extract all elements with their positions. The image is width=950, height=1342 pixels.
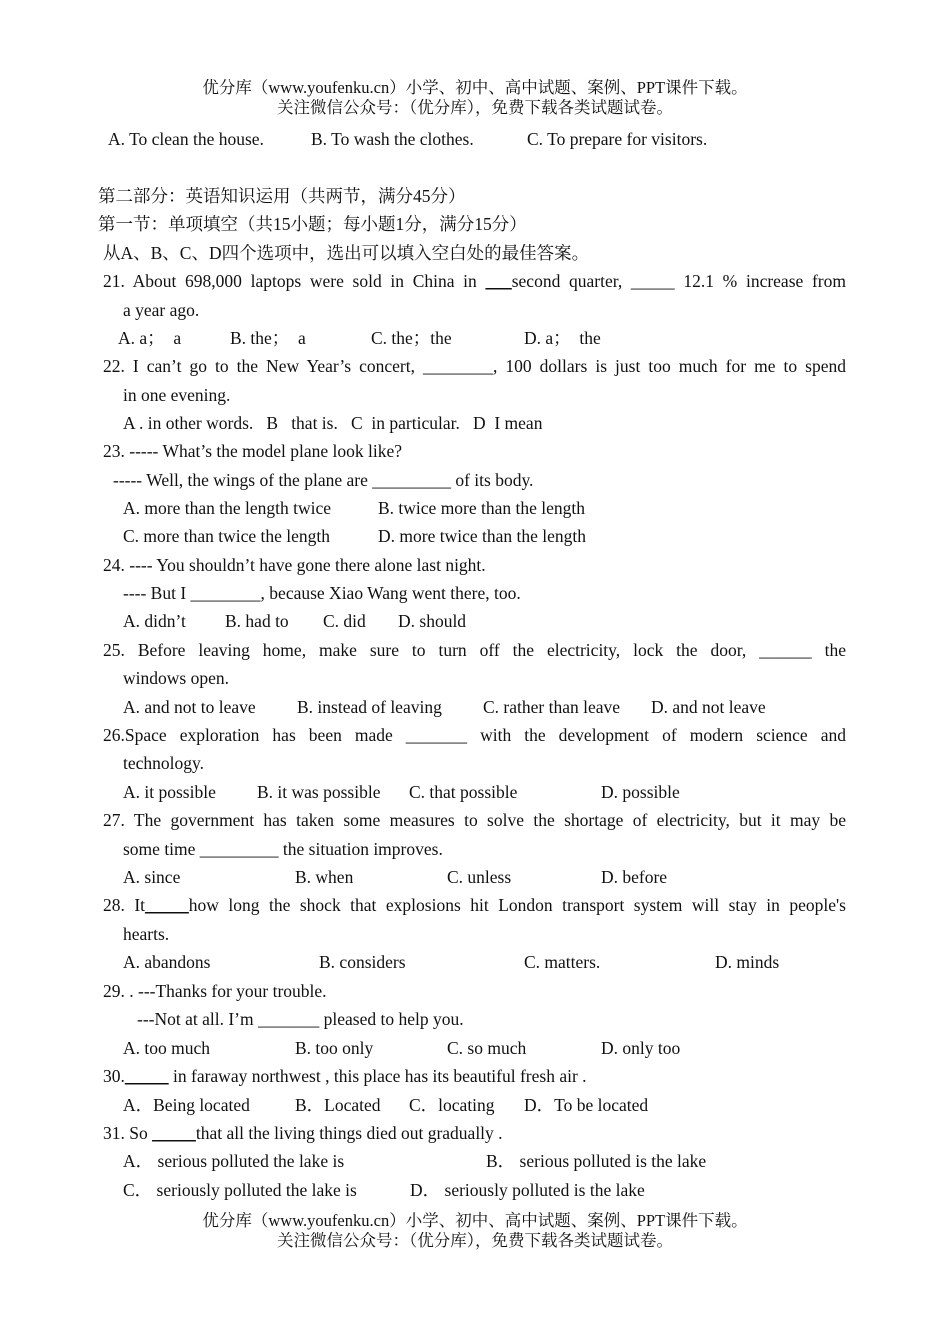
instruction: 从A、B、C、D四个选项中，选出可以填入空白处的最佳答案。 [103,243,590,263]
q24-line-1: 24. ---- You shouldn’t have gone there alone last night. [103,555,486,575]
q23-line-2: ----- Well, the wings of the plane are _________ of its body. [113,470,534,490]
q25-option-c: C. rather than leave [483,697,621,717]
q28-option-d: D. minds [715,952,780,972]
q30-option-b: B．Located [295,1095,381,1115]
q22-line-2: in one evening. [123,385,231,405]
prev-option-b: B. To wash the clothes. [311,129,474,149]
q27-line-2: some time _________ the situation improves. [123,839,443,859]
q24-option-c: C. did [323,611,366,631]
q27-option-a: A. since [123,867,181,887]
prev-option-a: A. To clean the house. [108,129,264,149]
q24-option-b: B. had to [225,611,289,631]
q27-option-b: B. when [295,867,354,887]
q25-option-a: A. and not to leave [123,697,256,717]
q30-option-a: A．Being located [123,1095,250,1115]
q28-option-a: A. abandons [123,952,211,972]
q23-line-1: 23. ----- What’s the model plane look like? [103,441,403,461]
q29-option-c: C. so much [447,1038,527,1058]
q26-line-2: technology. [123,753,204,773]
q31-option-d: D． seriously polluted is the lake [410,1180,645,1200]
q21-line-1: 21. About 698,000 laptops were sold in China in ___second quarter, _____ 12.1 % increase from [103,271,846,291]
q24-option-d: D. should [398,611,467,631]
q21-option-d: D. a； the [524,328,601,348]
q26-line-1: 26.Space exploration has been made _______ with the development of modern science and [103,725,846,745]
q26-option-a: A. it possible [123,782,216,802]
q31-option-a: A． serious polluted the lake is [123,1151,345,1171]
footer-line-2: 关注微信公众号：（优分库），免费下载各类试题试卷。 [277,1231,673,1250]
q31-option-b: B． serious polluted is the lake [486,1151,707,1171]
q21-option-a: A. a； a [118,328,182,348]
header-line-1: 优分库（www.youfenku.cn）小学、初中、高中试题、案例、PPT课件下载。 [202,78,748,97]
q29-option-a: A. too much [123,1038,211,1058]
q24-line-2: ---- But I ________, because Xiao Wang went there, too. [123,583,521,603]
q23-option-a: A. more than the length twice [123,498,331,518]
footer-line-1: 优分库（www.youfenku.cn）小学、初中、高中试题、案例、PPT课件下载。 [202,1211,748,1230]
q30-option-c: C．locating [409,1095,495,1115]
prev-option-c: C. To prepare for visitors. [527,129,708,149]
q23-option-d: D. more twice than the length [378,526,586,546]
q25-line-1: 25. Before leaving home, make sure to turn off the electricity, lock the door, ______ the [103,640,846,660]
q29-option-b: B. too only [295,1038,374,1058]
q29-option-d: D. only too [601,1038,681,1058]
section-title: 第一节：单项填空（共15小题；每小题1分，满分15分） [98,214,527,234]
q25-option-b: B. instead of leaving [297,697,442,717]
q26-option-d: D. possible [601,782,680,802]
q25-line-2: windows open. [123,668,229,688]
q28-line-1: 28. It_____how long the shock that explosions hit London transport system will stay in people's [103,895,846,915]
q28-option-c: C. matters. [524,952,601,972]
q27-line-1: 27. The government has taken some measures to solve the shortage of electricity, but it may be [103,810,846,830]
q29-line-2: ---Not at all. I’m _______ pleased to help you. [137,1009,464,1029]
q27-option-c: C. unless [447,867,512,887]
q30-line-1: 30._____ in faraway northwest , this place has its beautiful fresh air . [103,1066,587,1086]
q29-line-1: 29. . ---Thanks for your trouble. [103,981,327,1001]
q28-option-b: B. considers [319,952,406,972]
q27-option-d: D. before [601,867,668,887]
q21-line-2: a year ago. [123,300,200,320]
q23-option-b: B. twice more than the length [378,498,586,518]
q22-line-1: 22. I can’t go to the New Year’s concert, ________, 100 dollars is just too much for me to spend [103,356,846,376]
q24-option-a: A. didn’t [123,611,186,631]
q28-line-2: hearts. [123,924,170,944]
header-line-2: 关注微信公众号：（优分库），免费下载各类试题试卷。 [277,98,673,117]
q26-option-b: B. it was possible [257,782,381,802]
q31-line-1: 31. So _____that all the living things died out gradually . [103,1123,503,1143]
q26-option-c: C. that possible [409,782,518,802]
q21-option-b: B. the； a [230,328,306,348]
q30-option-d: D．To be located [524,1095,649,1115]
part-title: 第二部分：英语知识运用（共两节，满分45分） [98,186,466,206]
q22-options: A . in other words. B that is. C in particular. D I mean [123,413,543,433]
q31-option-c: C． seriously polluted the lake is [123,1180,357,1200]
q25-option-d: D. and not leave [651,697,766,717]
q23-option-c: C. more than twice the length [123,526,331,546]
q21-option-c: C. the；the [371,328,452,348]
